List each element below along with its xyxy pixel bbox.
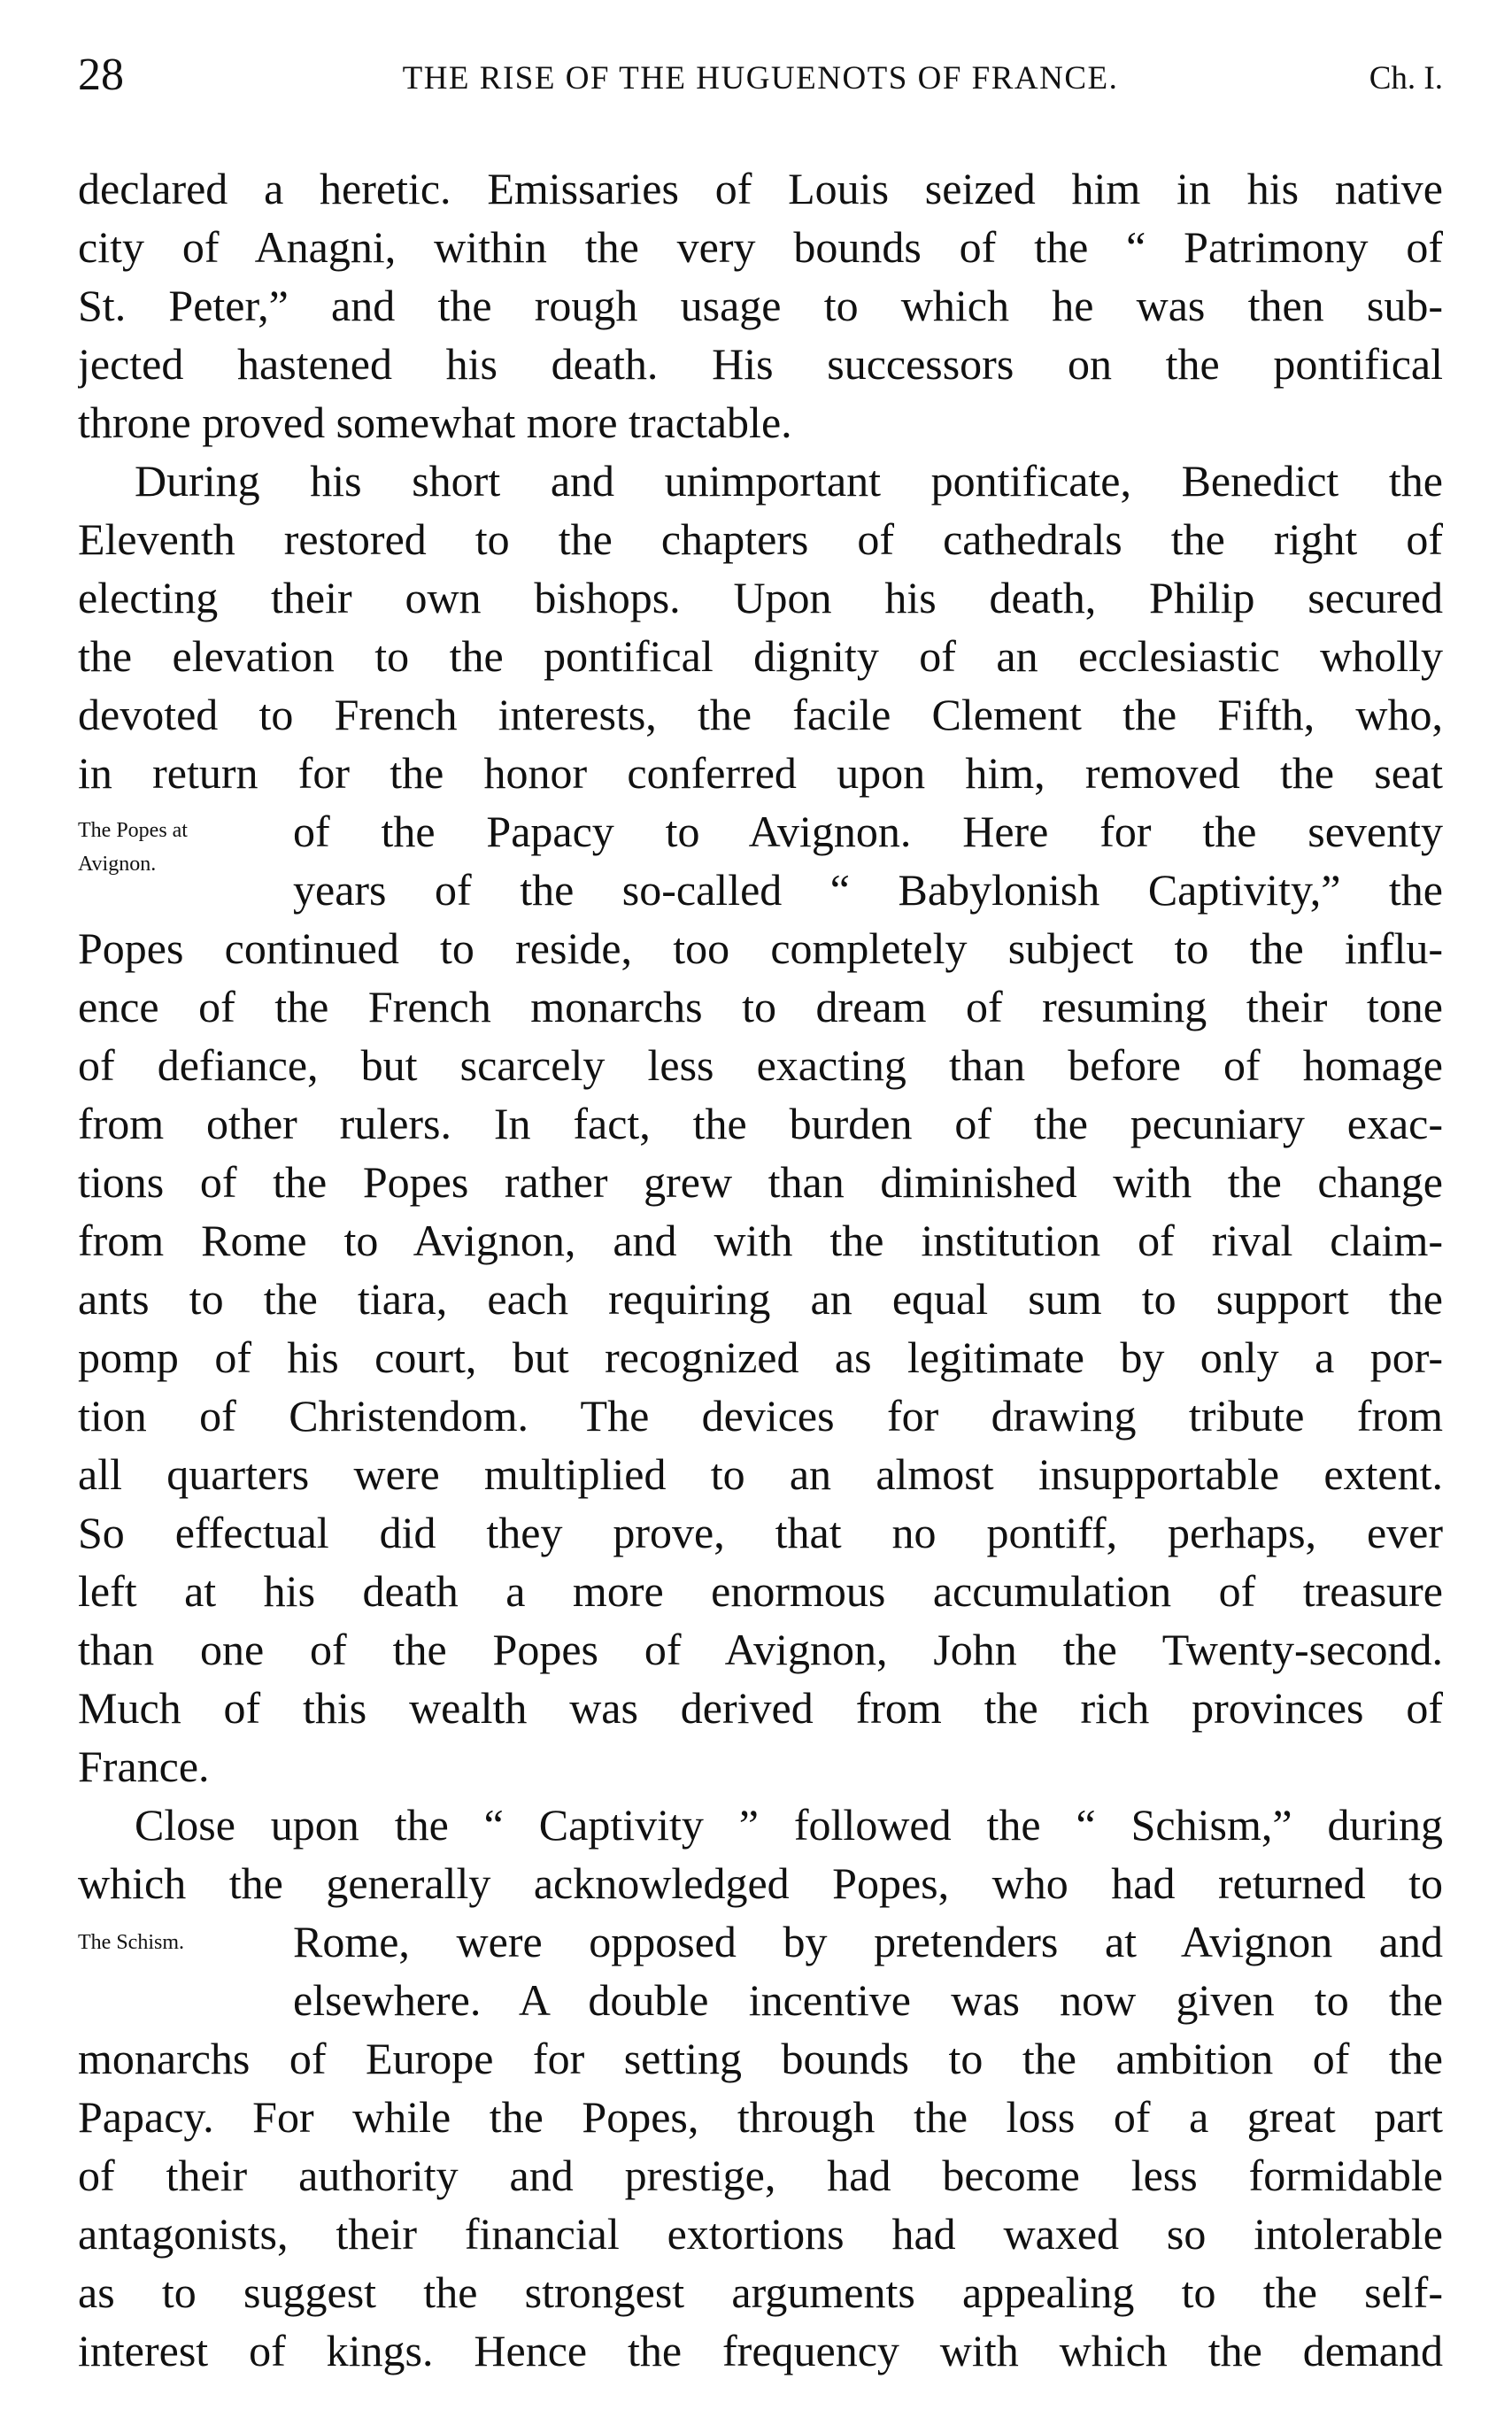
text-line: devoted to French interests, the facile Clement the Fifth, who, <box>78 690 1443 739</box>
text-line: as to suggest the strongest arguments appealing to the self- <box>78 2267 1443 2317</box>
text-line: Close upon the “ Captivity ” followed the “ Schism,” during <box>135 1800 1443 1850</box>
running-head <box>78 44 1443 106</box>
text-line: Papacy. For while the Popes, through the loss of a great part <box>78 2092 1443 2142</box>
text-line: all quarters were multiplied to an almost insupportable extent. <box>78 1449 1443 1499</box>
text-line: During his short and unimportant pontificate, Benedict the <box>135 456 1443 506</box>
text-line: of the Papacy to Avignon. Here for the seventy <box>293 807 1443 856</box>
text-line: St. Peter,” and the rough usage to which he was then sub- <box>78 281 1443 330</box>
sidenote-the-schism: The Schism. <box>78 1931 184 1954</box>
body-text <box>78 159 1443 2380</box>
text-line: ence of the French monarchs to dream of resuming their tone <box>78 982 1443 1031</box>
text-line: from other rulers. In fact, the burden of the pecuniary exac- <box>78 1099 1443 1148</box>
text-line: antagonists, their financial extortions had waxed so intolerable <box>78 2209 1443 2259</box>
text-line: ants to the tiara, each requiring an equal sum to support the <box>78 1274 1443 1324</box>
text-line: Rome, were opposed by pretenders at Avignon and <box>293 1917 1443 1966</box>
text-line: tion of Christendom. The devices for drawing tribute from <box>78 1391 1443 1440</box>
text-line: the elevation to the pontifical dignity of an ecclesiastic wholly <box>78 631 1443 681</box>
text-line: interest of kings. Hence the frequency with which the demand <box>78 2326 1443 2375</box>
text-line: Popes continued to reside, too completely subject to the influ- <box>78 923 1443 973</box>
text-line: of defiance, but scarcely less exacting than before of homage <box>78 1040 1443 1090</box>
text-line: city of Anagni, within the very bounds of the “ Patrimony of <box>78 222 1443 272</box>
running-title: THE RISE OF THE HUGUENOTS OF FRANCE. <box>402 60 1119 97</box>
text-line: declared a heretic. Emissaries of Louis seized him in his native <box>78 164 1443 213</box>
text-line: throne proved somewhat more tractable. <box>78 398 792 447</box>
text-line: pomp of his court, but recognized as legitimate by only a por- <box>78 1332 1443 1382</box>
text-line: France. <box>78 1742 210 1791</box>
page-number: 28 <box>78 50 124 100</box>
text-line: left at his death a more enormous accumulation of treasure <box>78 1566 1443 1616</box>
text-line: from Rome to Avignon, and with the institution of rival claim- <box>78 1216 1443 1265</box>
text-line: So effectual did they prove, that no pontiff, perhaps, ever <box>78 1508 1443 1557</box>
text-line: electing their own bishops. Upon his death, Philip secured <box>78 573 1443 622</box>
text-line: than one of the Popes of Avignon, John the Twenty-second. <box>78 1625 1443 1674</box>
text-line: elsewhere. A double incentive was now given to the <box>293 1975 1443 2025</box>
text-line: Eleventh restored to the chapters of cathedrals the right of <box>78 514 1443 564</box>
sidenote-popes-at-avignon-1: The Popes at <box>78 819 188 842</box>
text-line: which the generally acknowledged Popes, who had returned to <box>78 1858 1443 1908</box>
sidenote-popes-at-avignon-2: Avignon. <box>78 853 157 876</box>
text-line: of their authority and prestige, had become less formidable <box>78 2151 1443 2200</box>
text-line: tions of the Popes rather grew than diminished with the change <box>78 1157 1443 1207</box>
text-line: monarchs of Europe for setting bounds to the ambition of the <box>78 2034 1443 2083</box>
text-line: in return for the honor conferred upon him, removed the seat <box>78 748 1443 798</box>
chapter-mark: Ch. I. <box>1369 60 1443 97</box>
text-line: years of the so-called “ Babylonish Captivity,” the <box>293 865 1443 915</box>
text-line: Much of this wealth was derived from the rich provinces of <box>78 1683 1443 1733</box>
text-line: jected hastened his death. His successors on the pontifical <box>78 339 1443 389</box>
